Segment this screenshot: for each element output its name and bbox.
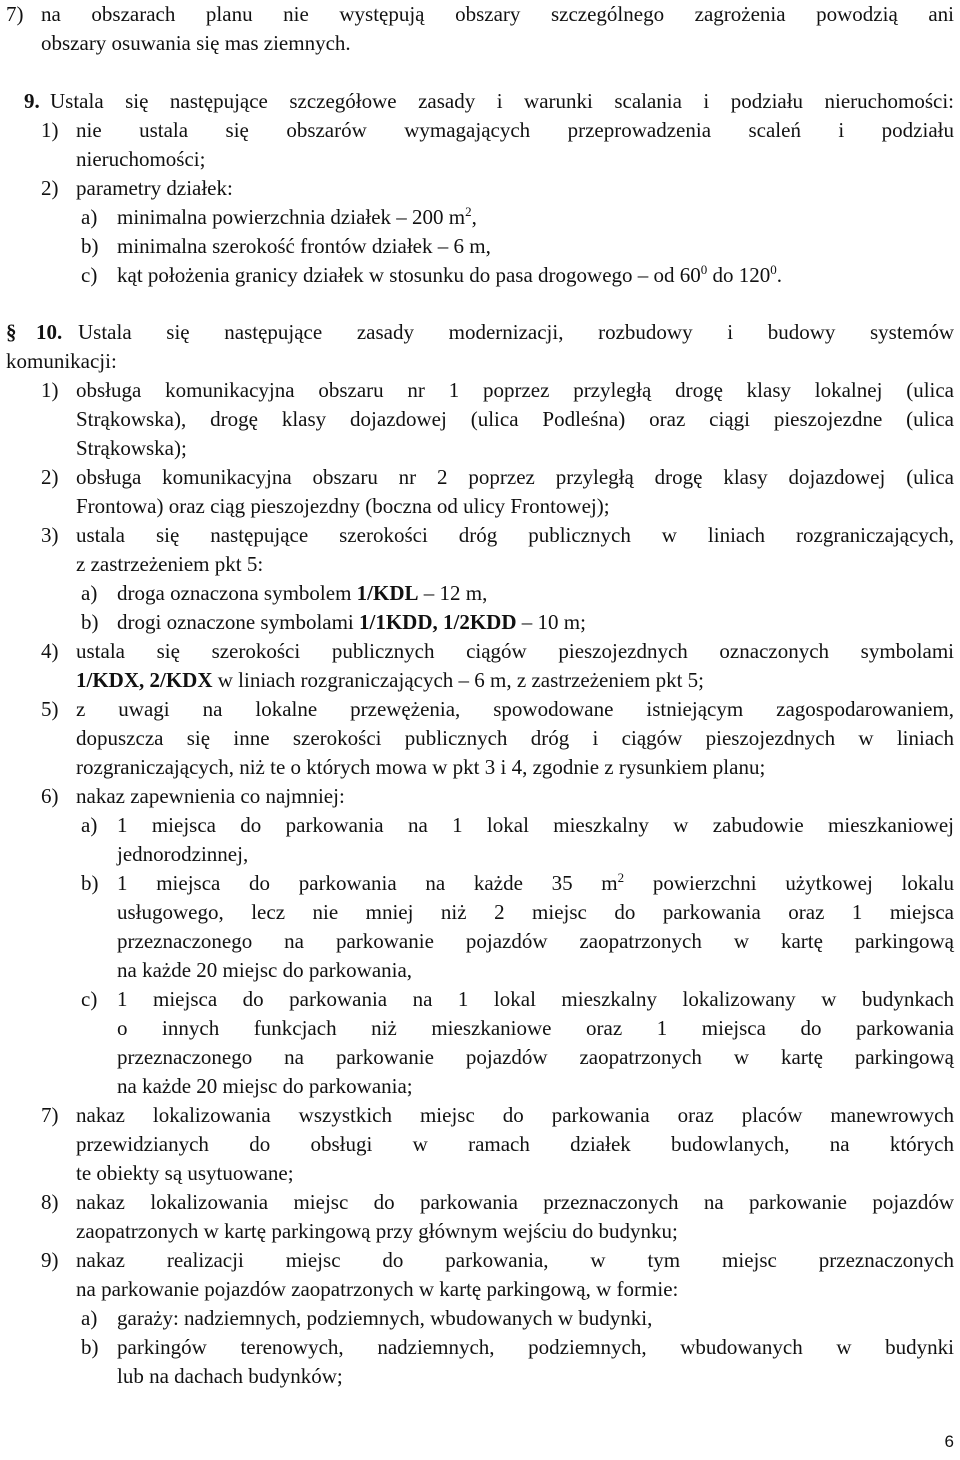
paragraph-line: te obiekty są usytuowane; — [76, 1161, 294, 1185]
paragraph-line: z uwagi na lokalne przewężenia, spowodowane istniejącym zagospodarowaniem, — [76, 697, 954, 721]
paragraph-line: Strąkowska); — [76, 436, 187, 460]
paragraph-line: rozgraniczających, niż te o których mowa w pkt 3 i 4, zgodnie z rysunkiem planu; — [76, 755, 766, 779]
subitem-label: a) — [81, 1306, 98, 1330]
paragraph-line: nie ustala się obszarów wymagających przeprowadzenia scaleń i podziału — [76, 118, 954, 142]
paragraph-line: Strąkowska), drogę klasy dojazdowej (ulica Podleśna) oraz ciągi pieszojezdne (ulica — [76, 407, 954, 431]
paragraph-line: nakaz lokalizowania wszystkich miejsc do parkowania oraz placów manewrowych — [76, 1103, 954, 1127]
subitem-label: a) — [81, 813, 98, 837]
paragraph-line: Frontowa) oraz ciąg pieszojezdny (boczna od ulicy Frontowej); — [76, 494, 610, 518]
paragraph-line: na parkowanie pojazdów zaopatrzonych w kartę parkingową, w formie: — [76, 1277, 679, 1301]
paragraph-line: na obszarach planu nie występują obszary szczególnego zagrożenia powodzią ani — [41, 2, 954, 26]
paragraph-line: na każde 20 miejsc do parkowania; — [117, 1074, 413, 1098]
item-number: 1) — [41, 118, 59, 142]
subitem-label: b) — [81, 234, 99, 258]
paragraph-line: na każde 20 miejsc do parkowania, — [117, 958, 413, 982]
subitem-label: c) — [81, 987, 98, 1011]
item-number: 7) — [6, 2, 24, 26]
paragraph-line: drogi oznaczone symbolami 1/1KDD, 1/2KDD – 10 m; — [117, 610, 586, 634]
paragraph-line: parametry działek: — [76, 176, 233, 200]
section-heading: komunikacji: — [6, 349, 117, 373]
item-number: 1) — [41, 378, 59, 402]
paragraph-line: lub na dachach budynków; — [117, 1364, 343, 1388]
item-number: 4) — [41, 639, 59, 663]
section-heading: Ustala się następujące zasady modernizacji, rozbudowy i budowy systemów — [78, 320, 954, 344]
paragraph-line: nakaz lokalizowania miejsc do parkowania przeznaczonych na parkowanie pojazdów — [76, 1190, 954, 1214]
paragraph-line: zaopatrzonych w kartę parkingową przy głównym wejściu do budynku; — [76, 1219, 678, 1243]
subitem-label: b) — [81, 1335, 99, 1359]
paragraph-line: ustala się szerokości publicznych ciągów pieszojezdnych oznaczonych symbolami — [76, 639, 954, 663]
paragraph-line: 1 miejsca do parkowania na każde 35 $m^2$ powierzchni użytkowej lokalu — [117, 870, 954, 895]
section-symbol: § — [6, 320, 17, 344]
section-number: 10. — [36, 320, 63, 344]
section-heading: Ustala się następujące szczegółowe zasady i warunki scalania i podziału nieruchomości: — [50, 89, 954, 113]
paragraph-line: droga oznaczona symbolem 1/KDL – 12 m, — [117, 581, 488, 605]
paragraph-line: jednorodzinnej, — [117, 842, 249, 866]
item-number: 7) — [41, 1103, 59, 1127]
paragraph-line: 1 miejsca do parkowania na 1 lokal mieszkalny lokalizowany w budynkach — [117, 987, 954, 1011]
item-number: 5) — [41, 697, 59, 721]
paragraph-line: przewidzianych do obsługi w ramach działek budowlanych, na których — [76, 1132, 954, 1156]
paragraph-line: 1/KDX, 2/KDX w liniach rozgraniczających – 6 m, z zastrzeżeniem pkt 5; — [76, 668, 705, 692]
paragraph-line: obsługa komunikacyjna obszaru nr 1 poprzez przyległą drogę klasy lokalnej (ulica — [76, 378, 954, 402]
subitem-label: b) — [81, 871, 99, 895]
paragraph-line: o innych funkcjach niż mieszkaniowe oraz 1 miejsca do parkowania — [117, 1016, 954, 1040]
subitem-label: c) — [81, 263, 98, 287]
paragraph-line: usługowego, lecz nie mniej niż 2 miejsc do parkowania oraz 1 miejsca — [117, 900, 954, 924]
paragraph-line: dopuszcza się inne szerokości publicznych dróg i ciągów pieszojezdnych w liniach — [76, 726, 954, 750]
item-number: 8) — [41, 1190, 59, 1214]
item-number: 3) — [41, 523, 59, 547]
item-number: 6) — [41, 784, 59, 808]
paragraph-line: kąt położenia granicy działek w stosunku do pasa drogowego – od $60^0$ do $120^0$. — [117, 262, 783, 287]
paragraph-line: nieruchomości; — [76, 147, 206, 171]
item-number: 2) — [41, 465, 59, 489]
subitem-label: a) — [81, 581, 98, 605]
paragraph-line: 1 miejsca do parkowania na 1 lokal mieszkalny w zabudowie mieszkaniowej — [117, 813, 954, 837]
paragraph-line: z zastrzeżeniem pkt 5: — [76, 552, 264, 576]
item-number: 2) — [41, 176, 59, 200]
subitem-label: a) — [81, 205, 98, 229]
paragraph-line: parkingów terenowych, nadziemnych, podziemnych, wbudowanych w budynki — [117, 1335, 954, 1359]
page-number: 6 — [944, 1432, 954, 1451]
paragraph-line: obsługa komunikacyjna obszaru nr 2 poprzez przyległą drogę klasy dojazdowej (ulica — [76, 465, 954, 489]
paragraph-line: obszary osuwania się mas ziemnych. — [41, 31, 351, 55]
paragraph-line: nakaz realizacji miejsc do parkowania, w tym miejsc przeznaczonych — [76, 1248, 954, 1272]
paragraph-line: nakaz zapewnienia co najmniej: — [76, 784, 345, 808]
paragraph-line: garaży: nadziemnych, podziemnych, wbudowanych w budynki, — [117, 1306, 653, 1330]
paragraph-line: przeznaczonego na parkowanie pojazdów zaopatrzonych w kartę parkingową — [117, 929, 954, 953]
item-number: 9) — [41, 1248, 59, 1272]
paragraph-line: przeznaczonego na parkowanie pojazdów zaopatrzonych w kartę parkingową — [117, 1045, 954, 1069]
paragraph-line: minimalna powierzchnia działek – 200 $m^2$, — [117, 204, 477, 229]
section-number: 9. — [24, 89, 40, 113]
paragraph-line: ustala się następujące szerokości dróg publicznych w liniach rozgraniczających, — [76, 523, 954, 547]
paragraph-line: minimalna szerokość frontów działek – 6 m, — [117, 234, 491, 258]
subitem-label: b) — [81, 610, 99, 634]
